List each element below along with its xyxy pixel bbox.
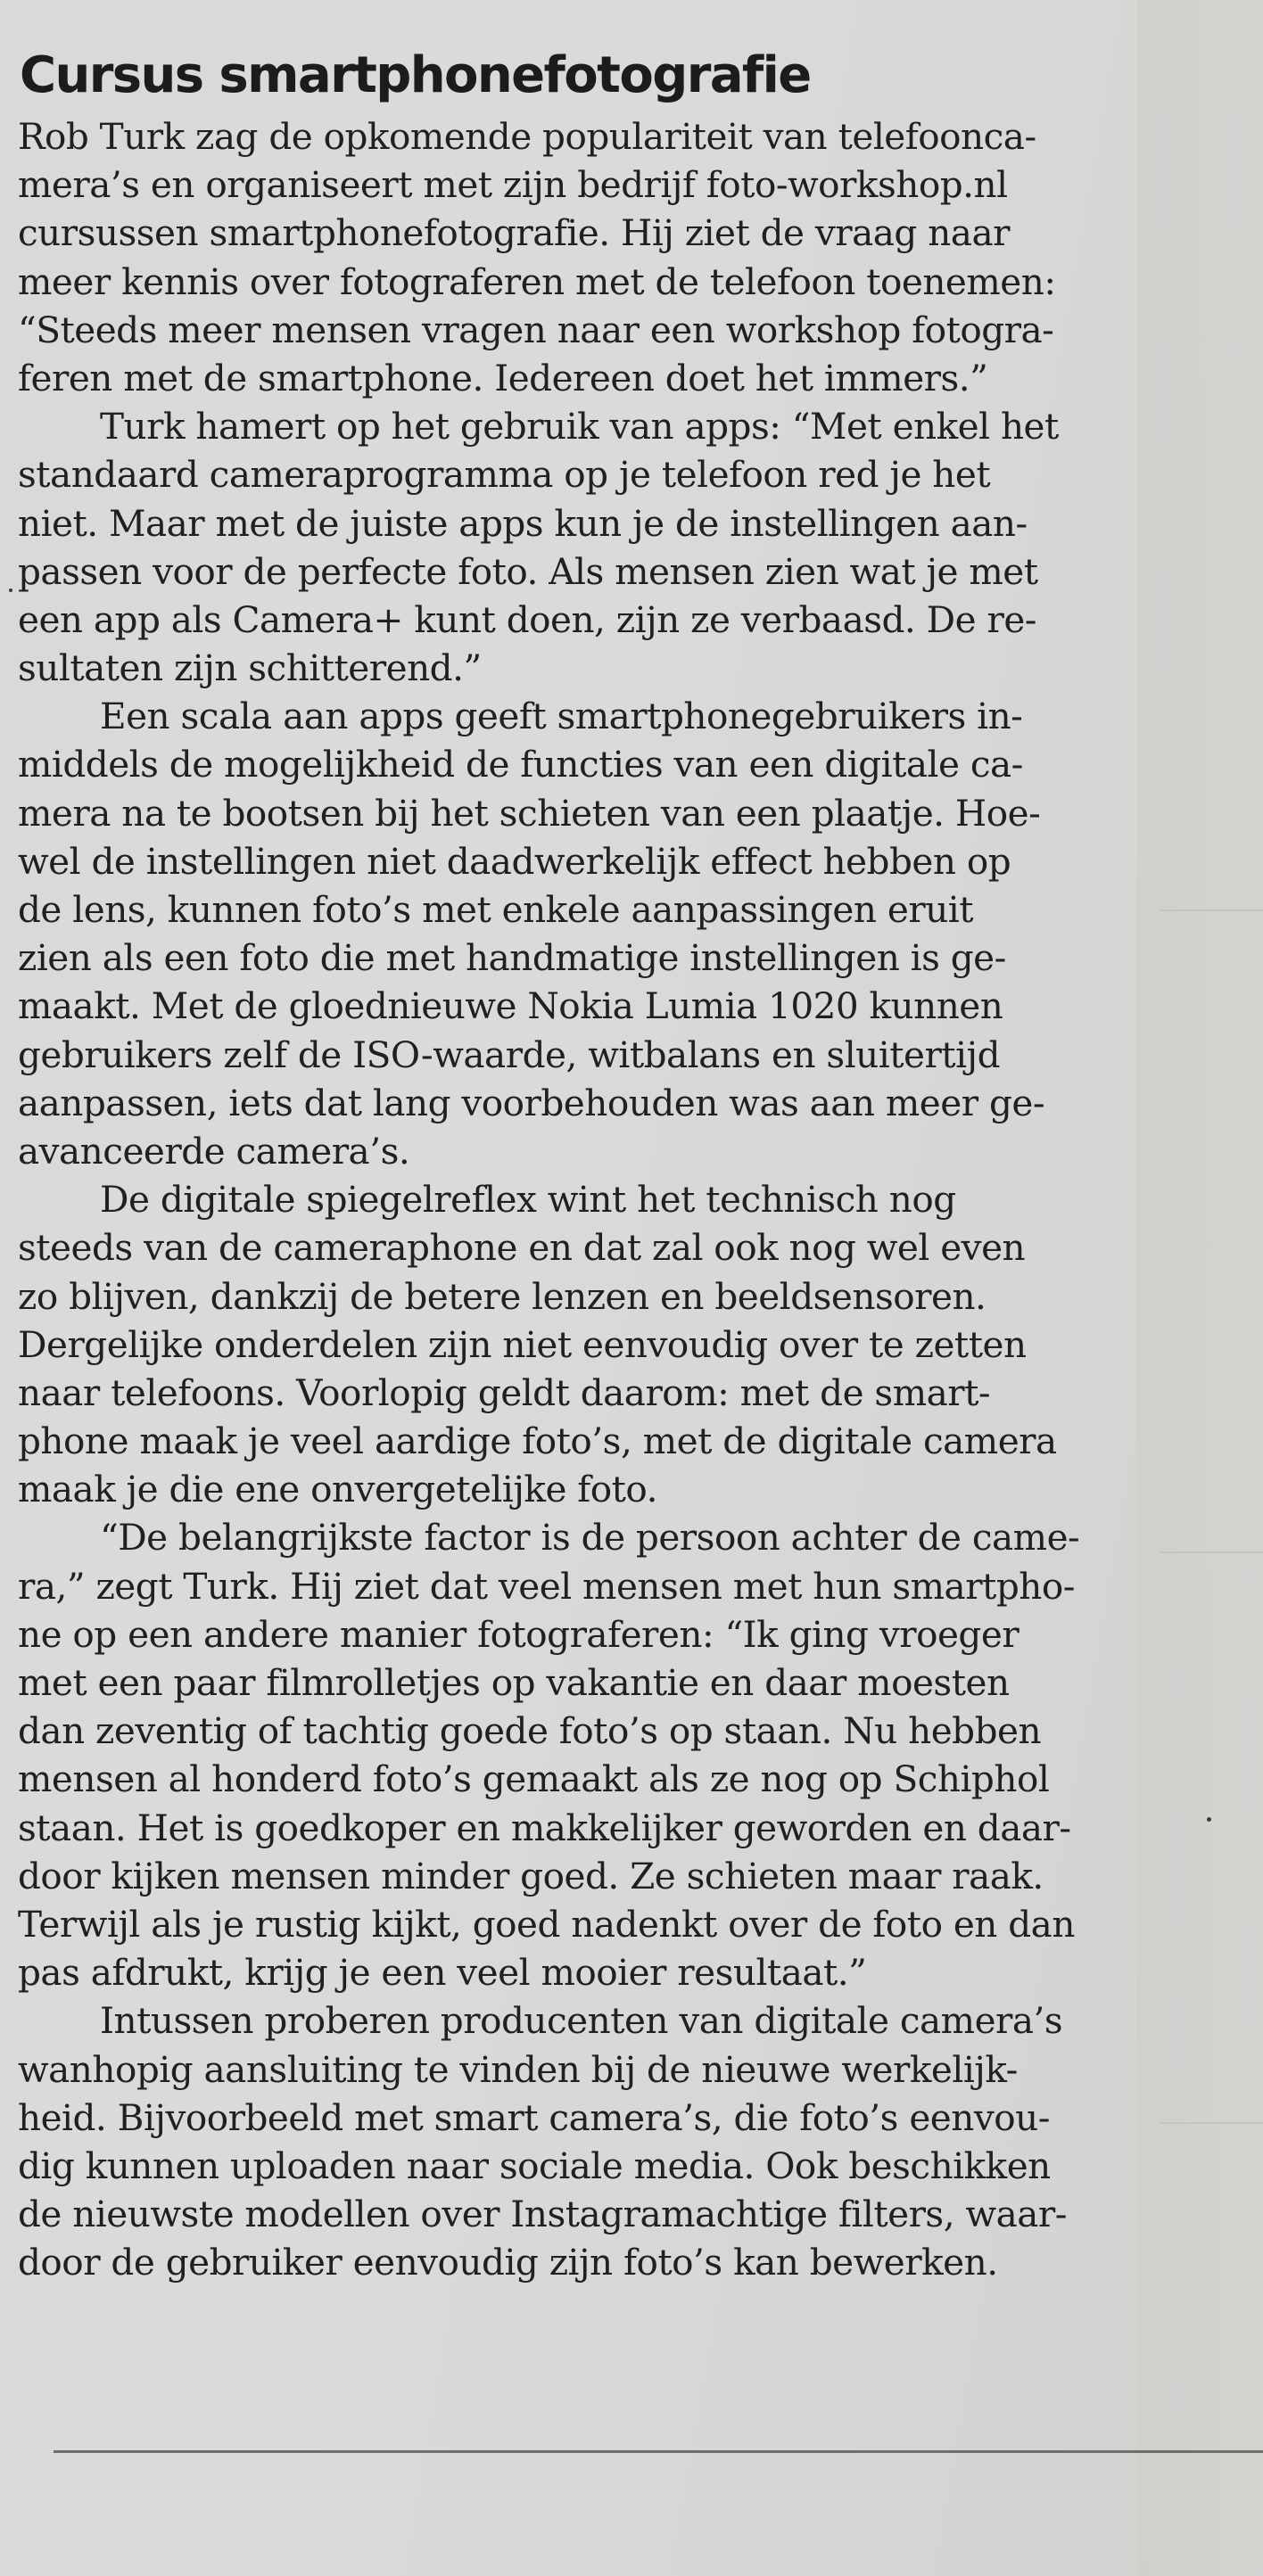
text-line: de nieuwste modellen over Instagramachtige filters, waar-: [18, 2193, 1067, 2236]
text-line: naar telefoons. Voorlopig geldt daarom: met de smart-: [18, 1370, 991, 1414]
text-line: wanhopig aansluiting te vinden bij de nieuwe werkelijk-: [18, 2047, 1018, 2091]
text-line: “De belangrijkste factor is de persoon achter de came-: [100, 1516, 1080, 1560]
text-line: maakt. Met de gloednieuwe Nokia Lumia 1020 kunnen: [18, 984, 1003, 1028]
text-line: met een paar filmrolletjes op vakantie en daar moesten: [18, 1661, 1010, 1704]
article: [18, 39, 1133, 2286]
text-line: feren met de smartphone. Iedereen doet het immers.”: [18, 356, 988, 399]
text-line: avanceerde camera’s.: [18, 1129, 410, 1173]
text-line: aanpassen, iets dat lang voorbehouden was aan meer ge-: [18, 1081, 1045, 1124]
bleed-line: [1160, 909, 1263, 911]
text-line: door de gebruiker eenvoudig zijn foto’s kan bewerken.: [18, 2241, 998, 2284]
text-line: staan. Het is goedkoper en makkelijker geworden en daar-: [18, 1806, 1071, 1849]
text-line: zo blijven, dankzij de betere lenzen en beeldsensoren.: [18, 1274, 986, 1318]
adjacent-column-bleed: [1137, 0, 1263, 2576]
text-line: ra,” zegt Turk. Hij ziet dat veel mensen met hun smartpho-: [18, 1564, 1075, 1608]
text-line: ne op een andere manier fotograferen: “Ik ging vroeger: [18, 1612, 1019, 1656]
text-line: meer kennis over fotograferen met de telefoon toenemen:: [18, 259, 1056, 303]
text-line: passen voor de perfecte foto. Als mensen zien wat je met: [18, 549, 1038, 593]
text-line: “Steeds meer mensen vragen naar een workshop fotogra-: [18, 308, 1054, 351]
text-line: Dergelijke onderdelen zijn niet eenvoudig over te zetten: [18, 1322, 1027, 1366]
text-line: wel de instellingen niet daadwerkelijk effect hebben op: [18, 839, 1011, 883]
text-line: mera na te bootsen bij het schieten van een plaatje. Hoe-: [18, 791, 1041, 835]
text-line: mensen al honderd foto’s gemaakt als ze nog op Schiphol: [18, 1757, 1050, 1801]
text-line: phone maak je veel aardige foto’s, met de digitale camera: [18, 1420, 1057, 1463]
text-line: Turk hamert op het gebruik van apps: “Met enkel het: [100, 405, 1059, 449]
ink-speck: [1207, 1817, 1211, 1822]
text-line: Een scala aan apps geeft smartphonegebruikers in-: [100, 695, 1023, 738]
text-line: steeds van de cameraphone en dat zal ook nog wel even: [18, 1226, 1026, 1270]
bottom-rule: [54, 2450, 1263, 2453]
text-line: de lens, kunnen foto’s met enkele aanpassingen eruit: [18, 888, 974, 931]
text-line: De digitale spiegelreflex wint het technisch nog: [100, 1178, 956, 1222]
ink-speck: [9, 588, 12, 592]
text-line: heid. Bijvoorbeeld met smart camera’s, die foto’s eenvou-: [18, 2095, 1050, 2139]
text-line: een app als Camera+ kunt doen, zijn ze verbaasd. De re-: [18, 597, 1036, 641]
text-line: sultaten zijn schitterend.”: [18, 646, 482, 690]
text-line: Intussen proberen producenten van digitale camera’s: [100, 1999, 1063, 2043]
text-line: Rob Turk zag de opkomende populariteit van telefoonca-: [18, 115, 1036, 158]
text-line: niet. Maar met de juiste apps kun je de instellingen aan-: [18, 501, 1028, 545]
text-line: pas afdrukt, krijg je een veel mooier resultaat.”: [18, 1951, 867, 1995]
text-line: Terwijl als je rustig kijkt, goed nadenkt over de foto en dan: [18, 1902, 1075, 1946]
text-line: maak je die ene onvergetelijke foto.: [18, 1468, 657, 1511]
bleed-line: [1160, 1551, 1263, 1553]
text-line: gebruikers zelf de ISO-waarde, witbalans en sluitertijd: [18, 1033, 1001, 1076]
text-line: door kijken mensen minder goed. Ze schieten maar raak.: [18, 1854, 1044, 1897]
text-line: dig kunnen uploaden naar sociale media. Ook beschikken: [18, 2144, 1051, 2187]
article-body: [18, 112, 1133, 2286]
article-headline: Cursus smartphonefotografie: [20, 46, 811, 104]
text-line: dan zeventig of tachtig goede foto’s op staan. Nu hebben: [18, 1709, 1042, 1753]
text-line: standaard cameraprogramma op je telefoon red je het: [18, 453, 991, 497]
text-line: mera’s en organiseert met zijn bedrijf foto-workshop.nl: [18, 163, 1008, 207]
text-line: middels de mogelijkheid de functies van een digitale ca-: [18, 743, 1023, 786]
text-line: zien als een foto die met handmatige instellingen is ge-: [18, 936, 1006, 980]
text-line: cursussen smartphonefotografie. Hij ziet de vraag naar: [18, 211, 1010, 255]
bleed-line: [1160, 2122, 1263, 2124]
